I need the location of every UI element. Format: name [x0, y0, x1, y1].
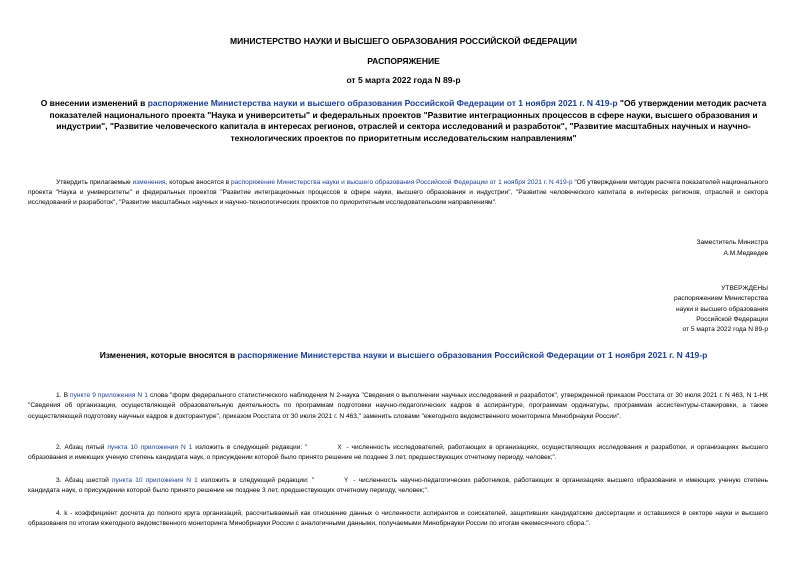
signature-block: [568, 238, 768, 259]
document-date-heading: от 5 марта 2022 года N 89-р: [346, 75, 461, 85]
signature-name: А.М.Медведев: [723, 249, 768, 257]
changes-prefix: Изменения, которые вносятся в: [99, 350, 238, 360]
change-item-3: [28, 476, 768, 497]
approved-line-1: УТВЕРЖДЕНЫ: [721, 285, 768, 292]
approved-line-4: Российской Федерации: [696, 315, 768, 323]
intro-mid: , которые вносятся в: [165, 179, 231, 186]
document-type-heading: РАСПОРЯЖЕНИЕ: [367, 56, 440, 66]
signature-title: Заместитель Министра: [696, 239, 768, 246]
item-2-prefix: 2. Абзац пятый: [56, 444, 108, 451]
intro-link-order[interactable]: распоряжение Министерства науки и высшего образования Российской Федерации от 1 ноября 2021 г. N 419-р: [230, 179, 573, 186]
subject-prefix: О внесении изменений в: [40, 98, 148, 108]
item-2-rest: - численность исследователей, работающих в организациях, осуществляющих исследования и разработки, и организациях высшего образования и имеющих ученую степень кандидата наук, о присуждении которой было принято решение не позднее 3 лет, предшествующих отчетному периоду, человек;".: [28, 444, 769, 462]
change-item-1: [28, 391, 768, 422]
intro-link-changes[interactable]: изменения: [132, 179, 166, 186]
changes-link[interactable]: распоряжение Министерства науки и высшего образования Российской Федерации от 1 ноября 2021 г. N 419-р: [237, 350, 708, 360]
intro-prefix: Утвердить прилагаемые: [56, 179, 133, 186]
approved-line-2: распоряжением Министерства: [674, 295, 768, 303]
approved-block: [568, 284, 768, 335]
approved-line-3: науки и высшего образования: [675, 305, 768, 313]
item-1-link[interactable]: пункте 9 приложения N 1: [70, 392, 148, 399]
item-2-mid: изложить в следующей редакции: ": [192, 444, 308, 451]
intro-paragraph: [28, 178, 768, 209]
item-1-rest: слова "форм федерального статистического наблюдения N 2-наука "Сведения о выполнении научных исследований и разработок", утвержденной приказом Росстата от 30 июля 2021 г. N 463, N 1-НК "Сведения об организации, осуществляющей образовательную деятельность по программам подготовки научно-педагогических кадров в аспирантуре, программам ординатуры, программам ассистентуры-стажировки, а также осуществляющей подготовку научных кадров в докторантуре", приказом Росстата от 30 июля 2021 г. N 463," заменить словами "ежегодного ведомственного мониторинга Минобрнауки России".: [28, 392, 769, 420]
item-3-formula: Y: [344, 478, 349, 484]
item-2-formula: X: [337, 445, 342, 451]
changes-heading: [0, 350, 807, 360]
item-3-prefix: 3. Абзац шестой: [56, 477, 112, 484]
item-2-link[interactable]: пункта 10 приложения N 1: [107, 444, 193, 451]
change-item-4: [28, 509, 768, 530]
item-4-text: 4. k - коэффициент досчета до полного круга организаций, рассчитываемый как отношение данных о численности аспирантов и соискателей, защитивших кандидатские диссертации и оставшихся в секторе науки и высшего образования по итогам ежегодного ведомственного мониторинга Минобрнауки России с аналогичными данными, получаемыми Минобрнауки России по итогам ежемесячного сбора.".: [28, 510, 768, 528]
item-3-link[interactable]: пункта 10 приложения N 1: [111, 477, 198, 484]
ministry-heading: МИНИСТЕРСТВО НАУКИ И ВЫСШЕГО ОБРАЗОВАНИЯ РОССИЙСКОЙ ФЕДЕРАЦИИ: [230, 36, 577, 46]
item-3-rest: - численность научно-педагогических работников, работающих в организациях высшего образования и имеющих ученую степень кандидата наук, о присуждении которой было принято решение не позднее 3 лет, предшествующих отчетному периоду, человек;".: [28, 477, 768, 495]
intro-rest: "Об утверждении методик расчета показателей национального проекта "Наука и университеты" и федеральных проектов "Развитие интеграционных процессов в сфере науки, высшего образования и индустрии", "Развитие человеческого капитала в интересах регионов, отраслей и сектора исследований и разработок", "Развитие масштабных научных и научно-технологических проектов по приоритетным исследовательским направлениям".: [28, 179, 768, 207]
document-subject: [28, 98, 779, 144]
subject-link[interactable]: распоряжение Министерства науки и высшего образования Российской Федерации от 1 ноября 2021 г. N 419-р: [147, 98, 618, 108]
change-item-2: [28, 443, 768, 464]
approved-line-5: от 5 марта 2022 года N 89-р: [682, 326, 768, 334]
item-3-mid: изложить в следующей редакции: ": [197, 477, 315, 484]
item-1-prefix: 1. В: [56, 392, 71, 399]
subject-rest: "Об утверждении методик расчета показателей национального проекта "Наука и университеты" и федеральных проектов "Развитие интеграционных процессов в сфере науки, высшего образования и индустрии", "Развитие человеческого капитала в интересах регионов, отраслей и сектора исследований и разработок", "Развитие масштабных научных и научно-технологических проектов по приоритетным исследовательским направлениям": [49, 98, 767, 143]
